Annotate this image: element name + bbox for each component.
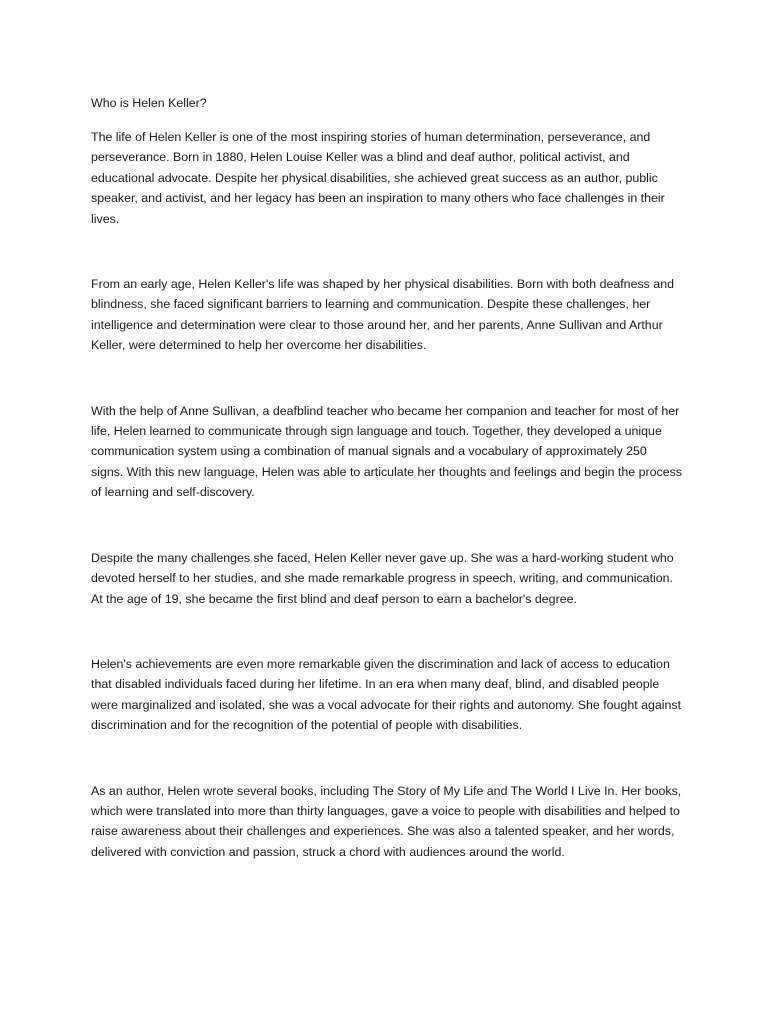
paragraph-advocacy: Helen's achievements are even more remarkable given the discrimination and lack of access to education that disabled individuals faced during her lifetime. In an era when many deaf, blind, and disabled people were marginalized and isolated, she was a vocal advocate for their rights and autonomy. She fought against discrimination and for the recognition of the potential of people with disabilities. [91,656,682,733]
paragraph-education: Despite the many challenges she faced, Helen Keller never gave up. She was a hard-working student who devoted herself to her studies, and she made remarkable progress in speech, writing, and communication. At the age of 19, she became the first blind and deaf person to earn a bachelor's degree. [91,550,674,606]
paragraph-early-life: From an early age, Helen Keller's life was shaped by her physical disabilities. Born with both deafness and blindness, she faced significant barriers to learning and communication. Despite these challenges, her intelligence and determination were clear to those around her, and her parents, Anne Sullivan and Arthur Keller, were determined to help her overcome her disabilities. [91,277,674,353]
document-title: Who is Helen Keller? [91,96,207,110]
paragraph-anne-sullivan: With the help of Anne Sullivan, a deafblind teacher who became her companion and teacher for most of her life, Helen learned to communicate through sign language and touch. Together, they developed a unique communication system using a combination of manual signals and a vocabulary of approximately 250 signs. With this new language, Helen was able to articulate her thoughts and feelings and begin the process of learning and self-discovery. [91,403,682,500]
paragraph-intro: The life of Helen Keller is one of the most inspiring stories of human determination, perseverance, and perseverance. Born in 1880, Helen Louise Keller was a blind and deaf author, political activist, and educational advocate. Despite her physical disabilities, she achieved great success as an author, public speaker, and activist, and her legacy has been an inspiration to many others who face challenges in their lives. [91,130,665,226]
paragraph-author: As an author, Helen wrote several books, including The Story of My Life and The World I Live In. Her books, which were translated into more than thirty languages, gave a voice to people with disabilities and helped to raise awareness about their challenges and experiences. She was also a talented speaker, and her words, delivered with conviction and passion, struck a chord with audiences around the world. [91,783,682,859]
